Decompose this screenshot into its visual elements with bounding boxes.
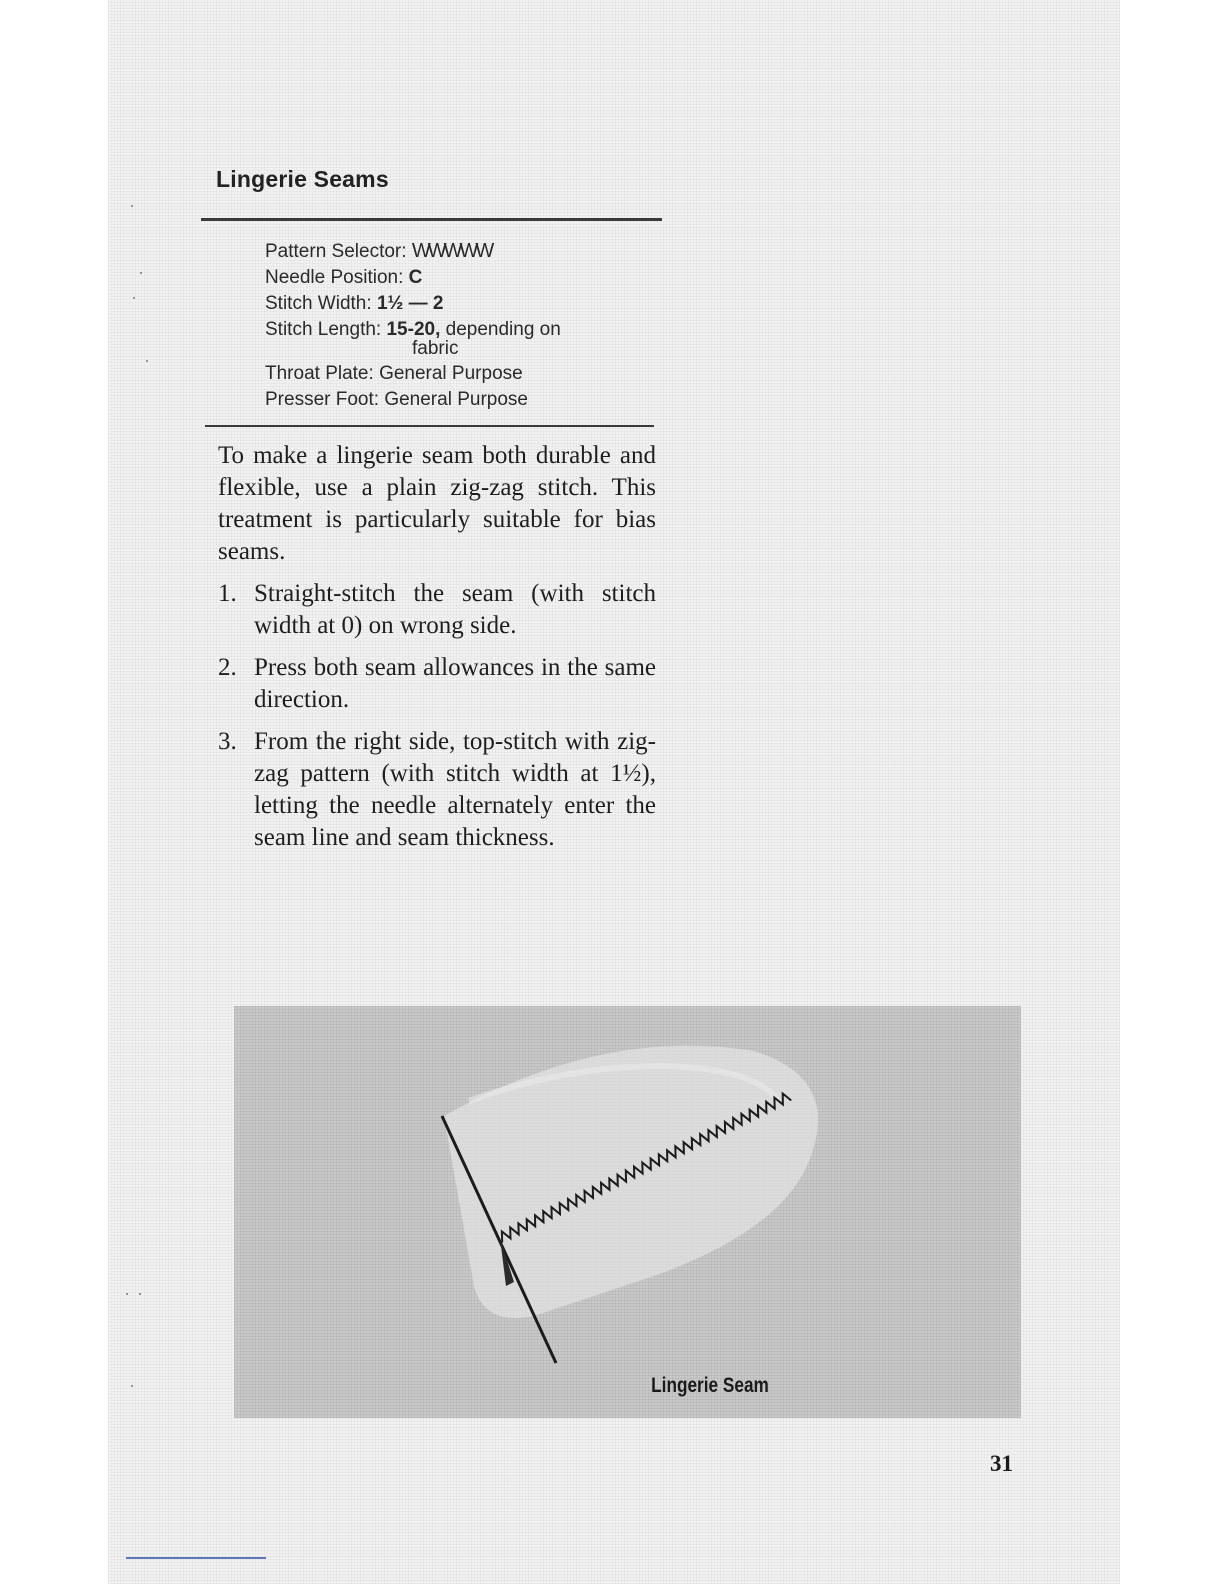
settings-bottom-rule [205, 425, 654, 427]
setting-label: Pattern Selector: [265, 241, 407, 262]
margin-speck [139, 1293, 141, 1295]
seam-drawing [234, 1006, 1021, 1418]
intro-paragraph: To make a lingerie seam both durable and flexible, use a plain zig-zag stitch. This treatment is particularly suitable for bias seams. [218, 442, 656, 565]
step-number: 3. [218, 728, 237, 755]
figure-caption: Lingerie Seam [651, 1374, 769, 1397]
step-number: 1. [218, 580, 237, 607]
setting-label: Presser Foot: [265, 389, 380, 410]
step-text: From the right side, top-stitch with zig-zag pattern (with stitch width at 1½), letting the needle alternately enter the seam line and seam thickness. [254, 728, 656, 851]
setting-label: Throat Plate: [265, 363, 374, 384]
step-number: 2. [218, 654, 237, 681]
page-title: Lingerie Seams [216, 166, 389, 192]
needle-position-row [265, 265, 665, 291]
zigzag-pattern-symbol: WWWWW [411, 240, 492, 262]
list-item [218, 652, 656, 716]
machine-settings [265, 238, 665, 413]
setting-value: 1½ — 2 [376, 293, 444, 314]
margin-speck [133, 297, 135, 299]
step-text: Press both seam allowances in the same direction. [254, 654, 656, 713]
margin-speck [126, 1293, 128, 1295]
presser-foot-row [265, 387, 665, 413]
setting-value: General Purpose [379, 363, 523, 384]
settings-top-rule [201, 218, 662, 221]
list-item [218, 578, 656, 642]
margin-speck [131, 205, 133, 207]
setting-label: Needle Position: [265, 267, 404, 288]
throat-plate-row [265, 361, 665, 387]
page-number: 31 [990, 1451, 1013, 1476]
setting-value: C [408, 267, 423, 288]
scan-edge-line [126, 1557, 266, 1559]
instruction-steps [218, 578, 656, 864]
margin-speck [146, 360, 148, 362]
lingerie-seam-illustration [234, 1006, 1021, 1418]
setting-label: Stitch Length: [265, 319, 382, 340]
setting-note-continued: fabric [412, 338, 459, 359]
setting-value: 15-20, [386, 319, 441, 340]
setting-label: Stitch Width: [265, 293, 372, 314]
setting-value: General Purpose [384, 389, 528, 410]
list-item [218, 726, 656, 854]
margin-speck [131, 1385, 133, 1387]
margin-speck [140, 272, 142, 274]
stitch-length-row [265, 317, 665, 359]
step-text: Straight-stitch the seam (with stitch width at 0) on wrong side. [254, 580, 656, 639]
pattern-selector-row [265, 238, 665, 265]
setting-note: depending on [445, 319, 561, 340]
stitch-width-row [265, 291, 665, 317]
